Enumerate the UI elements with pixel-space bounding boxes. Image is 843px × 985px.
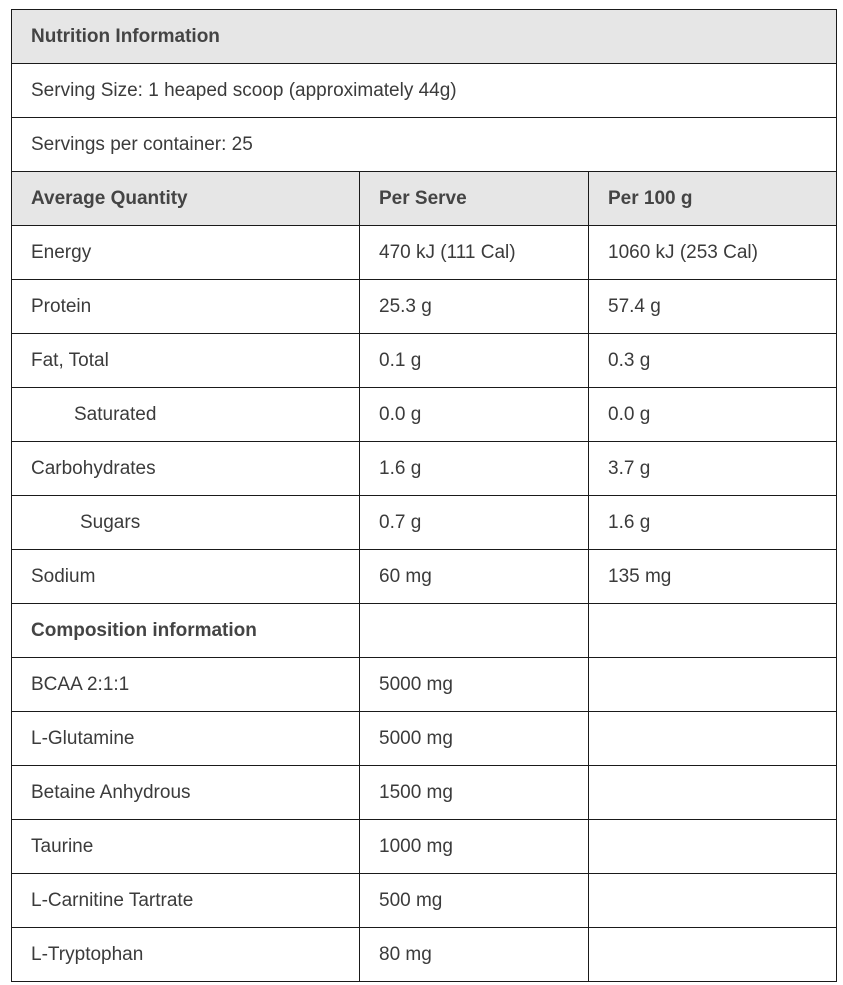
ingredient-name: L-Tryptophan [12, 928, 360, 982]
table-row [12, 928, 837, 982]
composition-header-row [12, 604, 837, 658]
composition-title: Composition information [12, 604, 360, 658]
table-row [12, 226, 837, 280]
per-100g-value: 1.6 g [589, 496, 837, 550]
ingredient-name: Betaine Anhydrous [12, 766, 360, 820]
nutrient-name: Sodium [12, 550, 360, 604]
table-row [12, 442, 837, 496]
empty-cell [589, 712, 837, 766]
table-row [12, 820, 837, 874]
ingredient-name: BCAA 2:1:1 [12, 658, 360, 712]
per-100g-value: 1060 kJ (253 Cal) [589, 226, 837, 280]
per-serve-value: 25.3 g [360, 280, 589, 334]
header-per-100g: Per 100 g [589, 172, 837, 226]
nutrition-table [11, 9, 837, 982]
per-serve-value: 500 mg [360, 874, 589, 928]
per-serve-value: 0.7 g [360, 496, 589, 550]
per-100g-value: 0.0 g [589, 388, 837, 442]
per-100g-value: 0.3 g [589, 334, 837, 388]
nutrient-name: Saturated [12, 388, 360, 442]
per-serve-value: 1500 mg [360, 766, 589, 820]
table-row [12, 388, 837, 442]
servings-per-container-row [12, 118, 837, 172]
nutrient-name: Fat, Total [12, 334, 360, 388]
per-100g-value: 57.4 g [589, 280, 837, 334]
per-100g-value: 135 mg [589, 550, 837, 604]
empty-cell [589, 928, 837, 982]
per-serve-value: 470 kJ (111 Cal) [360, 226, 589, 280]
table-row [12, 496, 837, 550]
ingredient-name: Taurine [12, 820, 360, 874]
empty-cell [589, 658, 837, 712]
per-serve-value: 0.1 g [360, 334, 589, 388]
per-serve-value: 0.0 g [360, 388, 589, 442]
table-row [12, 766, 837, 820]
per-serve-value: 1000 mg [360, 820, 589, 874]
nutrient-name: Sugars [12, 496, 360, 550]
nutrient-name: Protein [12, 280, 360, 334]
table-row [12, 874, 837, 928]
table-row [12, 550, 837, 604]
nutrient-name: Carbohydrates [12, 442, 360, 496]
per-serve-value: 1.6 g [360, 442, 589, 496]
header-average-quantity: Average Quantity [12, 172, 360, 226]
per-serve-value: 60 mg [360, 550, 589, 604]
per-serve-value: 5000 mg [360, 658, 589, 712]
table-row [12, 658, 837, 712]
table-title: Nutrition Information [12, 10, 837, 64]
ingredient-name: L-Carnitine Tartrate [12, 874, 360, 928]
serving-size: Serving Size: 1 heaped scoop (approximately 44g) [12, 64, 837, 118]
empty-cell [589, 820, 837, 874]
serving-size-row [12, 64, 837, 118]
per-100g-value: 3.7 g [589, 442, 837, 496]
per-serve-value: 80 mg [360, 928, 589, 982]
table-row [12, 280, 837, 334]
ingredient-name: L-Glutamine [12, 712, 360, 766]
column-header-row [12, 172, 837, 226]
empty-cell [589, 874, 837, 928]
table-row [12, 334, 837, 388]
title-row [12, 10, 837, 64]
nutrient-name: Energy [12, 226, 360, 280]
servings-per-container: Servings per container: 25 [12, 118, 837, 172]
empty-cell [589, 604, 837, 658]
header-per-serve: Per Serve [360, 172, 589, 226]
empty-cell [360, 604, 589, 658]
table-row [12, 712, 837, 766]
empty-cell [589, 766, 837, 820]
per-serve-value: 5000 mg [360, 712, 589, 766]
